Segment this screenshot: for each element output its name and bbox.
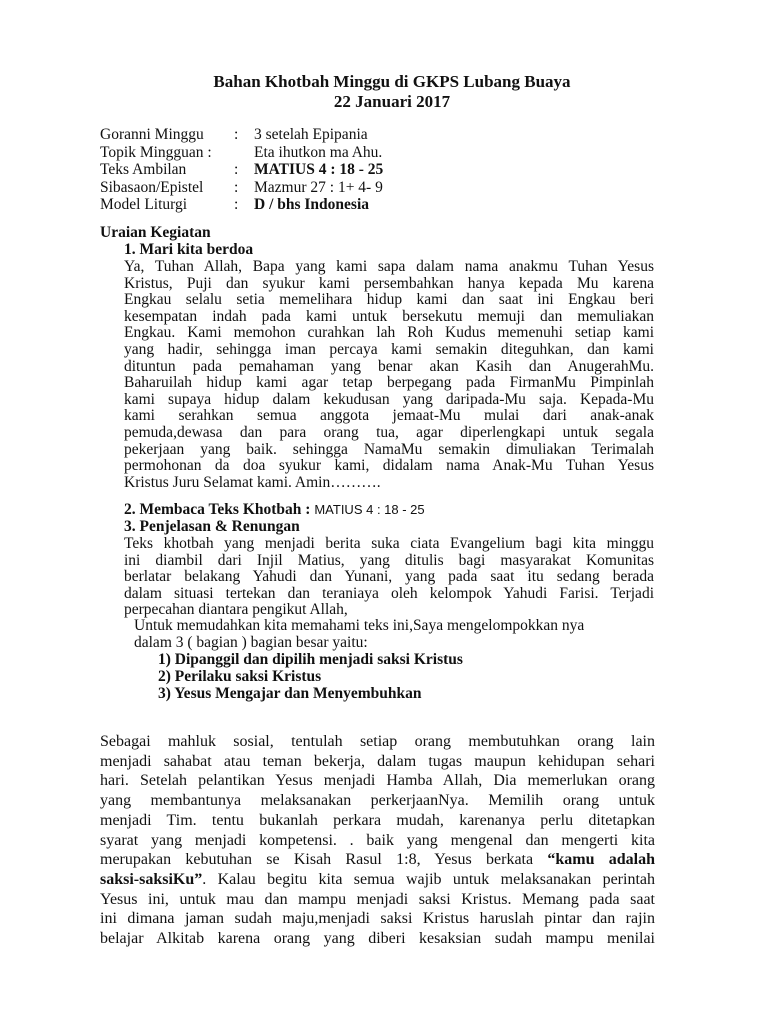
text-line: permohonan da doa syukur kami, didalam nama Anak-Mu Tuhan Yesus bbox=[124, 457, 654, 475]
text-line: Baharuilah hidup kami agar tetap berpegang pada FirmanMu Pimpinlah bbox=[124, 374, 654, 392]
meta-label: Sibasaon/Epistel : bbox=[100, 178, 239, 196]
text-line: yang membantunya melaksanakan perkerjaanNya. Memilih orang untuk bbox=[100, 792, 655, 810]
text-line: Kristus, Puji dan syukur kami persembahkan hanya kepada Mu karena bbox=[124, 274, 654, 292]
prayer-paragraph bbox=[124, 259, 654, 491]
meta-row bbox=[100, 161, 383, 179]
text-line: hari. Setelah pelantikan Yesus menjadi Hamba Allah, Dia memerlukan orang bbox=[100, 772, 655, 790]
item-3-title: 3. Penjelasan & Renungan bbox=[124, 518, 300, 535]
document-title bbox=[0, 72, 768, 112]
text-line: Yesus ini, untuk mau dan mampu menjadi saksi Kristus. Memang pada saat bbox=[100, 890, 655, 908]
title-date: 22 Januari 2017 bbox=[333, 92, 451, 111]
meta-label: Topik Mingguan : bbox=[100, 143, 212, 161]
text-line bbox=[100, 870, 655, 890]
text-line: kami supaya hidup dalam kekudusan yang daripada-Mu saja. Kepada-Mu bbox=[124, 390, 654, 408]
meta-value: MATIUS 4 : 18 - 25 bbox=[254, 161, 384, 178]
item-2 bbox=[124, 502, 425, 519]
quote-bold: “kamu adalah bbox=[547, 851, 656, 869]
text-line: ini diambil dari Injil Matius, yang ditulis bagi masyarakat Komunitas bbox=[124, 551, 654, 569]
text-line: Ya, Tuhan Allah, Bapa yang kami sapa dalam nama anakmu Tuhan Yesus bbox=[124, 258, 654, 275]
meta-value: 3 setelah Epipania bbox=[254, 126, 368, 143]
grouping-line-2: dalam 3 ( bagian ) bagian besar yaitu: bbox=[134, 634, 368, 651]
meta-table bbox=[100, 126, 383, 214]
point-2: 2) Perilaku saksi Kristus bbox=[158, 668, 322, 685]
body-paragraph bbox=[100, 732, 655, 949]
text-line: Kristus Juru Selamat kami. Amin………. bbox=[124, 473, 381, 491]
point-3: 3) Yesus Mengajar dan Menyembuhkan bbox=[158, 685, 422, 702]
text-line bbox=[100, 850, 655, 870]
text-line: Engkau. Kami memohon curahkan lah Roh Kudus memenuhi setiap kami bbox=[124, 324, 654, 342]
meta-value: Mazmur 27 : 1+ 4- 9 bbox=[254, 178, 383, 196]
meta-label: Model Liturgi : bbox=[100, 196, 239, 213]
item-2-title: 2. Membaca Teks Khotbah : bbox=[124, 501, 311, 518]
meta-row bbox=[100, 126, 383, 144]
text-line: ini dimana jaman sudah maju,menjadi saksi Kristus haruslah pintar dan rajin bbox=[100, 910, 655, 928]
text-line: menjadi Tim. tentu bukanlah perkara mudah, karenanya perlu ditetapkan bbox=[100, 811, 655, 829]
text-line: pekerjaan yang baik. sehingga NamaMu semakin dimuliakan Terimalah bbox=[124, 440, 654, 458]
text-run: . Kalau begitu kita semua wajib untuk melaksanakan perintah bbox=[202, 870, 655, 888]
meta-label: Teks Ambilan : bbox=[100, 161, 239, 178]
text-line: belajar Alkitab karena orang yang diberi kesaksian sudah mampu menilai bbox=[100, 930, 655, 948]
meta-label: Goranni Minggu : bbox=[100, 126, 239, 143]
explanation-paragraph bbox=[124, 536, 654, 619]
grouping-line-1: Untuk memudahkan kita memahami teks ini,Saya mengelompokkan nya bbox=[134, 617, 585, 634]
text-line: kami serahkan semua anggota jemaat-Mu mulai dari anak-anak bbox=[124, 407, 654, 425]
title-line-1: Bahan Khotbah Minggu di GKPS Lubang Buaya bbox=[213, 72, 571, 91]
text-line: syarat yang menjadi kompetensi. . baik yang mengenal dan mengerti kita bbox=[100, 831, 655, 849]
text-run: merupakan kebutuhan se Kisah Rasul 1:8, Yesus berkata bbox=[100, 851, 548, 869]
point-1: 1) Dipanggil dan dipilih menjadi saksi Kristus bbox=[158, 651, 463, 668]
meta-row bbox=[100, 196, 383, 214]
text-line: dituntun pada pemahaman yang benar akan Kasih dan AnugerahMu. bbox=[124, 357, 654, 375]
meta-row bbox=[100, 179, 383, 197]
text-line: Engkau selalu setia memelihara hidup kami dan saat ini Engkau beri bbox=[124, 291, 654, 309]
uraian-heading: Uraian Kegiatan bbox=[100, 224, 211, 241]
meta-row bbox=[100, 144, 383, 162]
text-line: berlatar belakang Yahudi dan Yunani, yang pada saat itu sedang berada bbox=[124, 568, 654, 586]
text-line: menjadi sahabat atau teman bekerja, dalam tugas maupun kehidupan sehari bbox=[100, 752, 655, 770]
meta-value: D / bhs Indonesia bbox=[254, 196, 370, 213]
text-line: Sebagai mahluk sosial, tentulah setiap orang membutuhkan orang lain bbox=[100, 733, 655, 750]
meta-value: Eta ihutkon ma Ahu. bbox=[254, 143, 383, 161]
text-line: pemuda,dewasa dan para orang tua, agar diperlengkapi untuk segala bbox=[124, 423, 654, 441]
text-line: Teks khotbah yang menjadi berita suka ciata Evangelium bagi kita minggu bbox=[124, 535, 654, 552]
text-line: yang hadir, sehingga iman percaya kami semakin diteguhkan, dan kami bbox=[124, 340, 654, 358]
text-line: dalam situasi tertekan dan teraniaya oleh kelompok Yahudi Farisi. Terjadi bbox=[124, 584, 654, 602]
item-2-reference: MATIUS 4 : 18 - 25 bbox=[314, 502, 425, 517]
quote-bold: saksi-saksiKu” bbox=[100, 870, 203, 888]
text-line: kesempatan indah pada kami untuk bersekutu memuji dan memuliakan bbox=[124, 307, 654, 325]
text-line: perpecahan diantara pengikut Allah, bbox=[124, 601, 348, 619]
item-1-title: 1. Mari kita berdoa bbox=[124, 241, 254, 258]
